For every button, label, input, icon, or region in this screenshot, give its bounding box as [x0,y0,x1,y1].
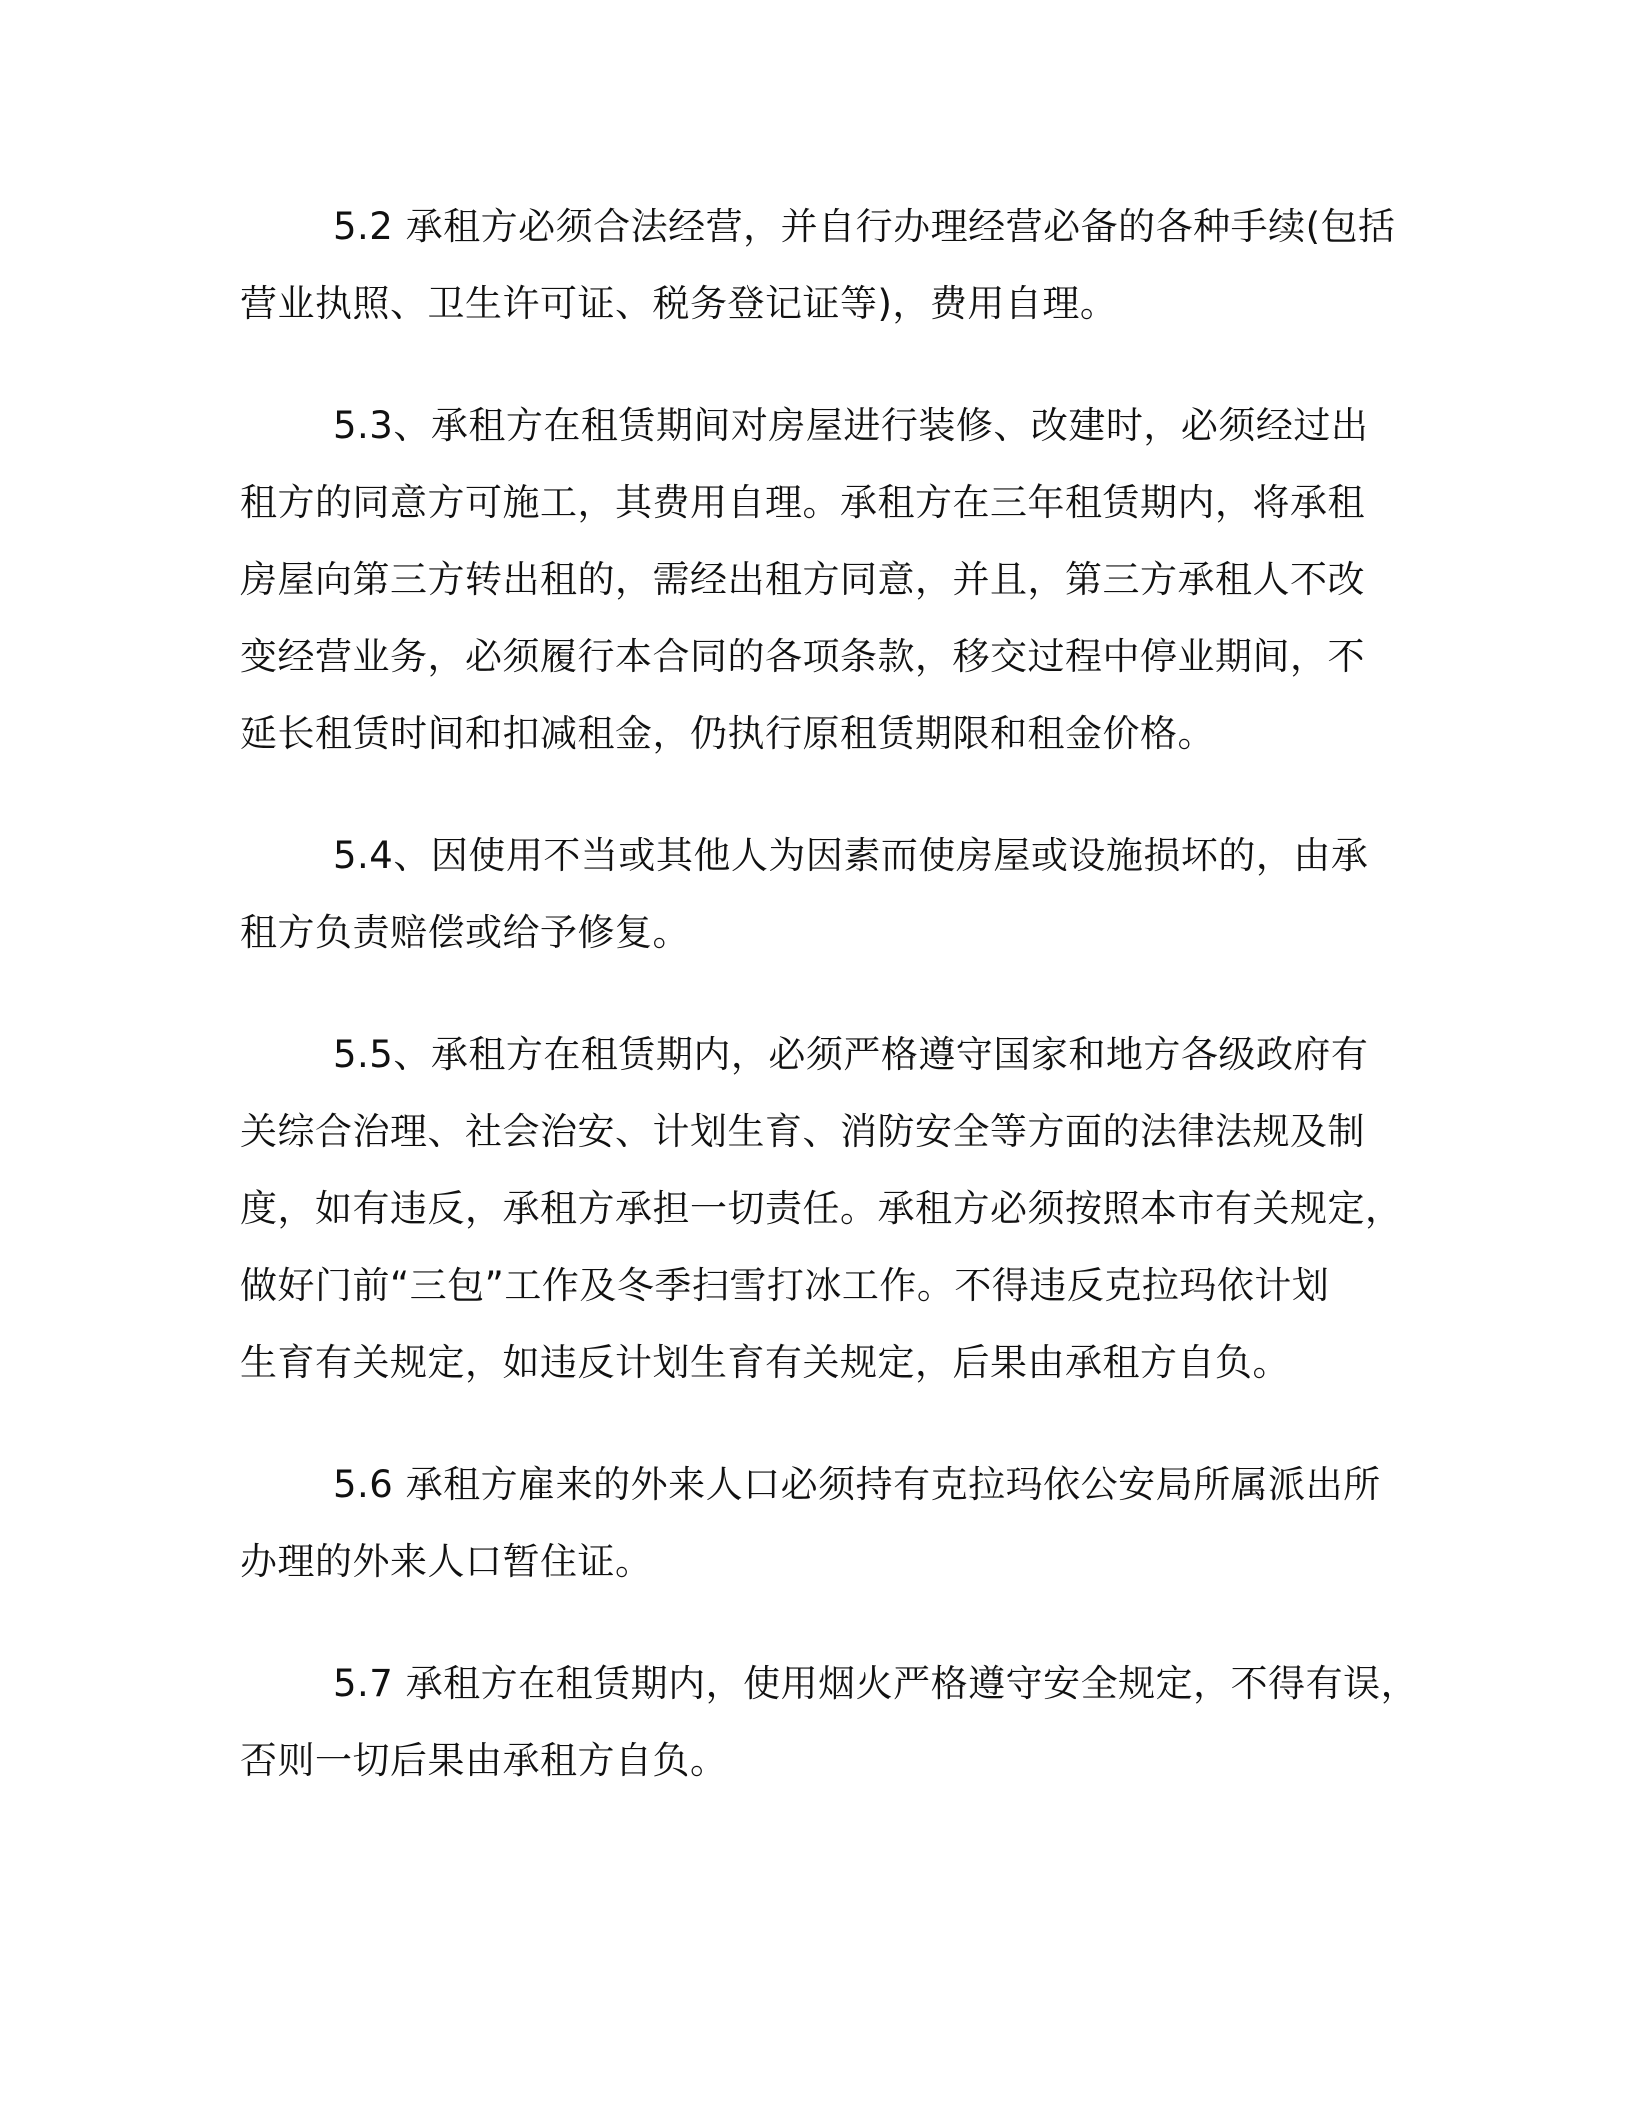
document-body [240,188,1419,1844]
paragraph-line: 做好门前“三包”工作及冬季扫雪打冰工作。不得违反克拉玛依计划 [240,1264,1330,1307]
paragraph-5-4 [240,817,1400,971]
paragraph-5-6 [240,1446,1400,1600]
paragraph-line: 5.3、承租方在租赁期间对房屋进行装修、改建时，必须经过出 [333,404,1369,447]
paragraph-line: 否则一切后果由承租方自负。 [240,1739,728,1782]
paragraph-line: 5.6 承租方雇来的外来人口必须持有克拉玛依公安局所属派出所 [333,1463,1381,1506]
paragraph-line: 变经营业务，必须履行本合同的各项条款，移交过程中停业期间，不 [240,635,1365,678]
paragraph-line: 度，如有违反，承租方承担一切责任。承租方必须按照本市有关规定， [240,1187,1403,1230]
paragraph-line: 5.4、因使用不当或其他人为因素而使房屋或设施损坏的，由承 [333,834,1369,877]
paragraph-line: 办理的外来人口暂住证。 [240,1540,653,1583]
paragraph-line: 关综合治理、社会治安、计划生育、消防安全等方面的法律法规及制 [240,1110,1365,1153]
paragraph-line: 租方负责赔偿或给予修复。 [240,911,690,954]
paragraph-5-3 [240,387,1400,772]
paragraph-5-2 [240,188,1400,342]
paragraph-line: 5.5、承租方在租赁期内，必须严格遵守国家和地方各级政府有 [333,1033,1369,1076]
paragraph-line: 房屋向第三方转出租的，需经出租方同意，并且，第三方承租人不改 [240,558,1365,601]
paragraph-line: 5.2 承租方必须合法经营，并自行办理经营必备的各种手续(包括 [333,205,1396,248]
paragraph-line: 生育有关规定，如违反计划生育有关规定，后果由承租方自负。 [240,1341,1290,1384]
paragraph-5-5 [240,1016,1403,1401]
paragraph-line: 营业执照、卫生许可证、税务登记证等)，费用自理。 [240,282,1118,325]
paragraph-5-7 [240,1645,1419,1799]
paragraph-line: 5.7 承租方在租赁期内，使用烟火严格遵守安全规定，不得有误， [333,1662,1419,1705]
paragraph-line: 延长租赁时间和扣减租金，仍执行原租赁期限和租金价格。 [240,712,1215,755]
paragraph-line: 租方的同意方可施工，其费用自理。承租方在三年租赁期内，将承租 [240,481,1365,524]
